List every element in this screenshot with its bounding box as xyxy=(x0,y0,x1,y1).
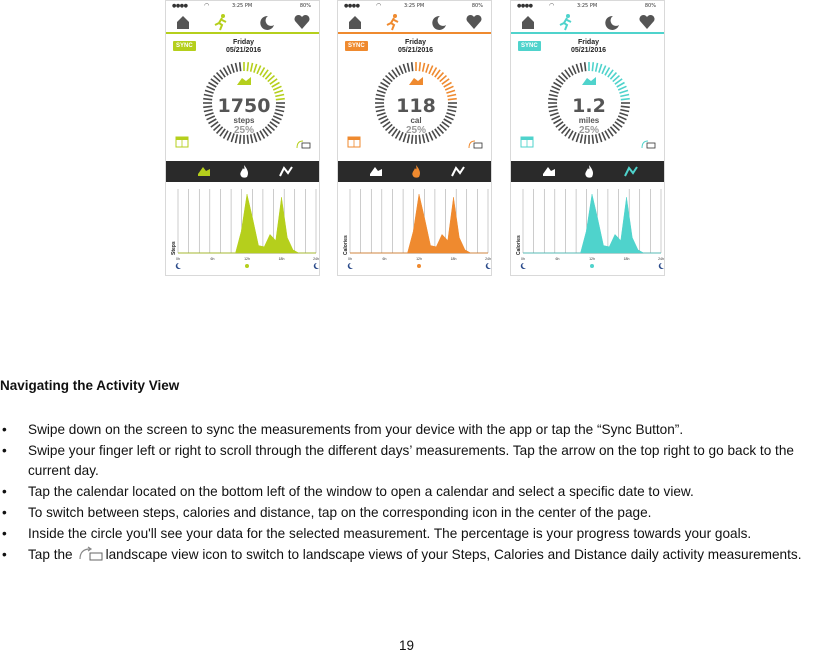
measurement-tab-bar xyxy=(166,161,319,182)
moon-icon xyxy=(176,263,181,269)
ring-tick xyxy=(227,66,231,74)
ring-tick xyxy=(419,62,420,71)
bullet-marker: • xyxy=(2,525,7,541)
x-tick-label: 0h xyxy=(176,257,180,261)
top-nav xyxy=(338,11,491,33)
ring-tick xyxy=(235,63,237,72)
activity-graph xyxy=(166,183,320,276)
list-item-text-after: landscape view icon to switch to landscape views of your Steps, Calories and Distance daily activity measurements. xyxy=(105,546,802,562)
x-tick-label: 6h xyxy=(210,257,215,261)
phone-calories-view xyxy=(337,0,492,276)
ring-tick xyxy=(257,66,261,74)
ring-tick xyxy=(618,86,626,90)
wifi-icon: ◠ xyxy=(549,2,555,9)
steps-tab-icon[interactable] xyxy=(541,164,557,179)
section-heading: Navigating the Activity View xyxy=(0,378,180,393)
x-tick-label: 24h xyxy=(485,257,491,261)
phone-steps-view xyxy=(165,0,320,276)
data-area xyxy=(523,194,661,253)
landscape-view-icon[interactable] xyxy=(295,138,311,150)
ring-tick xyxy=(254,64,257,73)
ring-tick xyxy=(553,83,561,88)
ring-tick xyxy=(429,66,433,74)
y-axis-label: Calories xyxy=(343,235,349,255)
ring-tick xyxy=(205,90,214,93)
ring-tick xyxy=(596,63,598,72)
status-bar xyxy=(511,3,664,11)
calendar-icon[interactable] xyxy=(175,136,189,148)
battery-level: 80% xyxy=(644,3,656,9)
bullet-marker: • xyxy=(2,546,7,562)
x-tick-label: 0h xyxy=(348,257,352,261)
heart-icon[interactable] xyxy=(638,13,656,31)
ring-tick xyxy=(569,67,574,75)
sleep-icon[interactable] xyxy=(430,13,448,31)
distance-tab-icon[interactable] xyxy=(623,164,639,179)
page-number: 19 xyxy=(398,638,415,653)
measurement-unit: steps xyxy=(233,116,255,125)
bullet-marker: • xyxy=(2,483,7,499)
ring-tick xyxy=(426,64,429,73)
x-tick-label: 12h xyxy=(589,257,595,261)
ring-tick xyxy=(419,135,420,144)
date-header[interactable] xyxy=(388,39,443,55)
sync-button[interactable]: SYNC xyxy=(173,41,196,51)
calories-tab-icon[interactable] xyxy=(236,164,252,179)
calories-tab-icon[interactable] xyxy=(408,164,424,179)
data-area xyxy=(178,194,316,253)
ring-tick xyxy=(605,67,610,75)
ring-tick xyxy=(619,90,628,93)
list-item-text: Swipe down on the screen to sync the measurements from your device with the app or tap the “Sync Button”. xyxy=(28,422,684,437)
ring-tick xyxy=(423,63,425,72)
activity-icon[interactable] xyxy=(383,13,401,31)
moon-icon xyxy=(486,263,491,269)
ring-tick xyxy=(247,135,248,144)
list-item xyxy=(0,441,813,480)
x-tick-label: 6h xyxy=(382,257,387,261)
home-icon[interactable] xyxy=(519,13,537,31)
moon-icon xyxy=(348,263,353,269)
sun-icon xyxy=(245,264,249,268)
ring-tick xyxy=(585,62,586,71)
ring-tick xyxy=(446,90,455,93)
x-tick-label: 12h xyxy=(244,257,250,261)
goal-percent: 25% xyxy=(233,125,254,136)
activity-graph xyxy=(511,183,665,276)
list-item xyxy=(0,482,813,502)
list-item-text: To switch between steps, calories and distance, tap on the corresponding icon in the center of the page. xyxy=(28,504,652,520)
phone-distance-view xyxy=(510,0,665,276)
status-time: 3:25 PM xyxy=(577,3,598,9)
battery-level: 80% xyxy=(471,3,483,9)
sync-button[interactable]: SYNC xyxy=(518,41,541,51)
ring-tick xyxy=(396,67,401,75)
ring-tick xyxy=(407,63,409,72)
list-item xyxy=(0,420,813,440)
ring-tick xyxy=(207,86,215,90)
ring-tick xyxy=(412,62,413,71)
sleep-icon[interactable] xyxy=(258,13,276,31)
sun-icon xyxy=(417,264,421,268)
goal-percent: 25% xyxy=(578,125,599,136)
ring-tick xyxy=(274,90,283,93)
activity-graph xyxy=(338,183,492,276)
activity-icon[interactable] xyxy=(211,13,229,31)
wifi-icon: ◠ xyxy=(204,2,210,9)
app-screenshots xyxy=(165,0,665,276)
wifi-icon: ◠ xyxy=(376,2,382,9)
ring-tick xyxy=(403,64,406,73)
bullet-marker: • xyxy=(2,422,7,437)
ring-tick xyxy=(432,67,437,75)
ring-tick xyxy=(260,67,265,75)
status-bar xyxy=(338,3,491,11)
measurement-tab-bar xyxy=(511,161,664,182)
landscape-view-icon[interactable] xyxy=(467,138,483,150)
accent-divider xyxy=(166,32,319,34)
x-tick-label: 18h xyxy=(450,257,457,261)
measurement-tab-bar xyxy=(338,161,491,182)
ring-tick xyxy=(599,64,602,73)
x-tick-label: 24h xyxy=(313,257,319,261)
sun-icon xyxy=(590,264,594,268)
heart-icon[interactable] xyxy=(293,13,311,31)
day-label: Friday xyxy=(577,39,599,46)
x-tick-label: 6h xyxy=(555,257,560,261)
x-tick-label: 18h xyxy=(278,257,285,261)
goal-percent: 25% xyxy=(405,125,426,136)
distance-tab-icon[interactable] xyxy=(450,164,466,179)
steps-tab-icon[interactable] xyxy=(196,164,212,179)
data-area xyxy=(350,194,488,253)
x-tick-label: 0h xyxy=(521,257,525,261)
measurement-value: 1.2 xyxy=(572,95,606,117)
measure-icon xyxy=(406,73,426,89)
bullet-marker: • xyxy=(2,443,7,458)
measurement-unit: cal xyxy=(410,116,422,125)
list-item-text: Swipe your finger left or right to scroll through the different days’ measurements. Tap the arrow on the top right to go back to the current day. xyxy=(28,443,794,478)
distance-tab-icon[interactable] xyxy=(278,164,294,179)
list-item-text: Inside the circle you'll see your data for the selected measurement. The percentage is your progress towards your goals. xyxy=(28,525,752,541)
status-time: 3:25 PM xyxy=(232,3,253,9)
activity-icon[interactable] xyxy=(556,13,574,31)
ring-tick xyxy=(399,66,403,74)
date-header[interactable] xyxy=(561,39,616,55)
y-axis-label: Steps xyxy=(171,241,177,255)
ring-tick xyxy=(231,64,234,73)
measurement-value: 118 xyxy=(396,95,436,117)
day-label: Friday xyxy=(232,39,254,46)
measurement-value: 1750 xyxy=(217,95,271,117)
ring-tick xyxy=(572,66,576,74)
signal-strength: ●●●● xyxy=(172,3,188,9)
ring-tick xyxy=(247,62,248,71)
battery-level: 80% xyxy=(299,3,311,9)
measurement-unit: miles xyxy=(578,116,600,125)
accent-divider xyxy=(511,32,664,34)
status-bar xyxy=(166,3,319,11)
date-label: 05/21/2016 xyxy=(397,47,434,54)
signal-strength: ●●●● xyxy=(344,3,360,9)
calories-tab-icon[interactable] xyxy=(581,164,597,179)
bullet-marker: • xyxy=(2,504,7,520)
measure-icon xyxy=(234,73,254,89)
moon-icon xyxy=(521,263,526,269)
accent-divider xyxy=(338,32,491,34)
ring-tick xyxy=(208,83,216,88)
ring-tick xyxy=(592,135,593,144)
measure-icon xyxy=(579,73,599,89)
steps-tab-icon[interactable] xyxy=(368,164,384,179)
ring-tick xyxy=(380,83,388,88)
instruction-list xyxy=(0,420,813,566)
ring-tick xyxy=(617,83,625,88)
home-icon[interactable] xyxy=(346,13,364,31)
day-label: Friday xyxy=(404,39,426,46)
top-nav xyxy=(511,11,664,33)
landscape-view-icon[interactable] xyxy=(640,138,656,150)
home-icon[interactable] xyxy=(174,13,192,31)
list-item xyxy=(0,524,813,544)
top-nav xyxy=(166,11,319,33)
ring-tick xyxy=(576,64,579,73)
status-time: 3:25 PM xyxy=(404,3,425,9)
ring-tick xyxy=(379,86,387,90)
ring-tick xyxy=(377,90,386,93)
ring-tick xyxy=(273,86,281,90)
list-item-text-before: Tap the xyxy=(28,546,73,562)
moon-icon xyxy=(314,263,319,269)
list-item-text: Tap the calendar located on the bottom left of the window to open a calendar and select a specific date to view. xyxy=(28,483,694,499)
date-header[interactable] xyxy=(216,39,271,55)
signal-strength: ●●●● xyxy=(517,3,533,9)
x-tick-label: 24h xyxy=(658,257,664,261)
ring-tick xyxy=(550,90,559,93)
date-label: 05/21/2016 xyxy=(225,47,262,54)
list-item xyxy=(0,545,813,565)
ring-tick xyxy=(580,63,582,72)
sleep-icon[interactable] xyxy=(603,13,621,31)
moon-icon xyxy=(659,263,664,269)
x-tick-label: 12h xyxy=(416,257,422,261)
ring-tick xyxy=(240,135,241,144)
ring-tick xyxy=(552,86,560,90)
ring-tick xyxy=(585,135,586,144)
heart-icon[interactable] xyxy=(465,13,483,31)
ring-tick xyxy=(224,67,229,75)
sync-button[interactable]: SYNC xyxy=(345,41,368,51)
ring-tick xyxy=(240,62,241,71)
list-item xyxy=(0,503,813,523)
calendar-icon[interactable] xyxy=(520,136,534,148)
ring-tick xyxy=(445,86,453,90)
ring-tick xyxy=(412,135,413,144)
calendar-icon[interactable] xyxy=(347,136,361,148)
ring-tick xyxy=(602,66,606,74)
ring-tick xyxy=(444,83,452,88)
landscape-view-icon xyxy=(76,545,104,563)
ring-tick xyxy=(592,62,593,71)
ring-tick xyxy=(251,63,253,72)
date-label: 05/21/2016 xyxy=(570,47,607,54)
y-axis-label: Calories xyxy=(516,235,522,255)
x-tick-label: 18h xyxy=(623,257,630,261)
ring-tick xyxy=(272,83,280,88)
